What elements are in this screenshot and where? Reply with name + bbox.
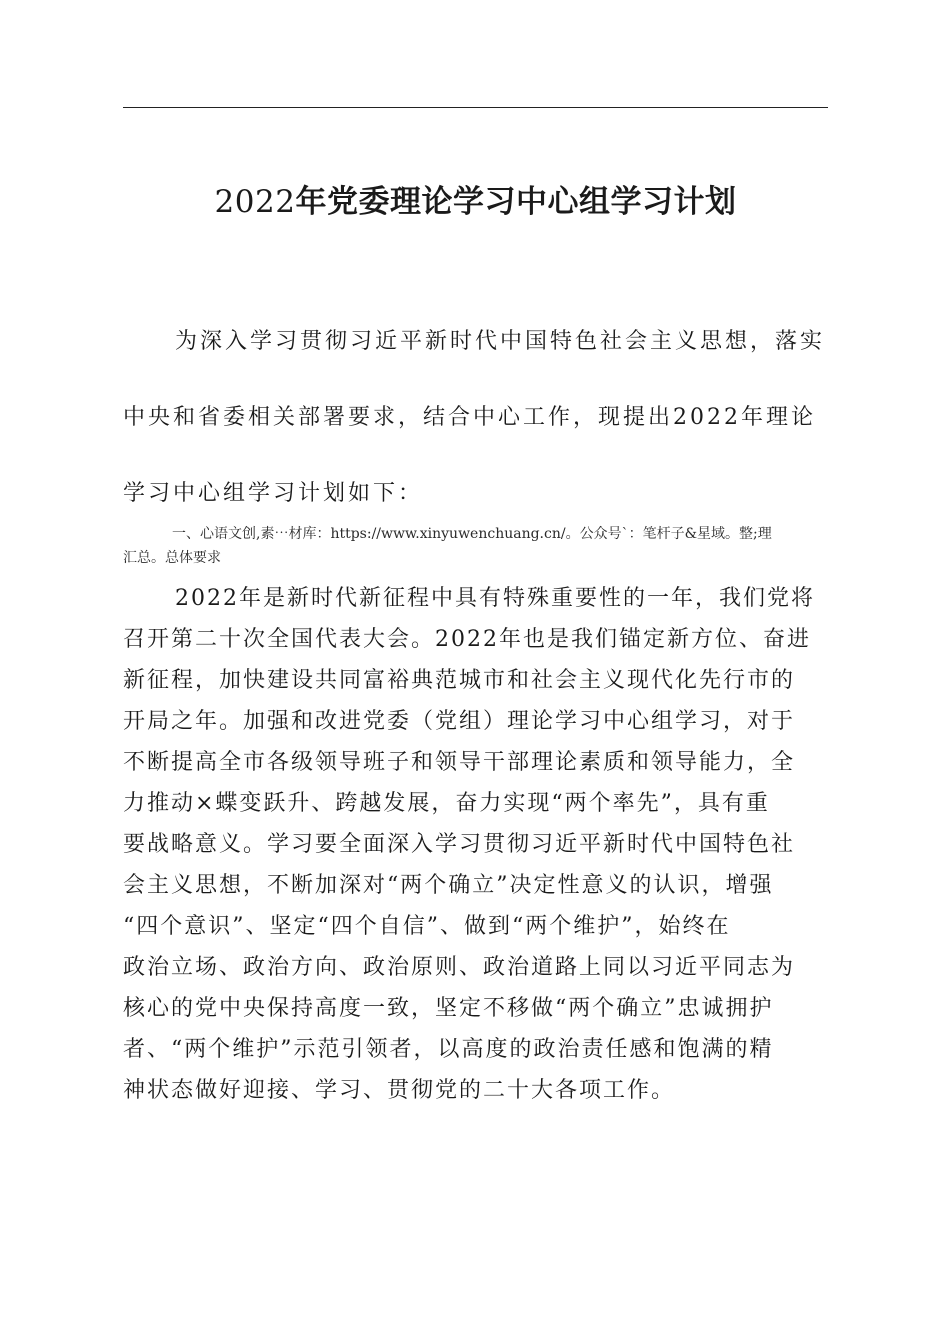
body-line: 要战略意义。学习要全面深入学习贯彻习近平新时代中国特色社 [123,832,796,857]
body-line: 者、“两个维护”示范引领者，以高度的政治责任感和饱满的精 [123,1037,774,1062]
body-line: 2022年是新时代新征程中具有特殊重要性的一年，我们党将 [175,586,815,611]
body-line: 核心的党中央保持高度一致，坚定不移做“两个确立”忠诚拥护 [123,996,774,1021]
body-line: 力推动×蝶变跃升、跨越发展，奋力实现“两个率先”，具有重 [123,791,770,816]
header-rule [123,107,828,108]
body-line: 新征程，加快建设共同富裕典范城市和社会主义现代化先行市的 [123,668,796,693]
section-heading-line: 一、心语文创,素⋯材库：https://www.xinyuwenchuang.cn/。公众号`：笔杆子&星域。整;理 [172,526,772,542]
title-year: 2022 [214,184,296,220]
body-line: 神状态做好迎接、学习、贯彻党的二十大各项工作。 [123,1078,676,1103]
body-line: 开局之年。加强和改进党委（党组）理论学习中心组学习，对于 [123,709,796,734]
body-paragraph [123,578,828,1111]
section-heading [123,522,828,570]
intro-line: 为深入学习贯彻习近平新时代中国特色社会主义思想，落实 [175,329,826,354]
body-line: “四个意识”、坚定“四个自信”、做到“两个维护”，始终在 [123,914,731,939]
body-line: 政治立场、政治方向、政治原则、政治道路上同以习近平同志为 [123,955,796,980]
intro-paragraph [123,304,828,532]
intro-line: 学习中心组学习计划如下： [123,481,424,506]
body-line: 不断提高全市各级领导班子和领导干部理论素质和领导能力，全 [123,750,796,775]
title-text: 年党委理论学习中心组学习计划 [295,184,737,220]
body-line: 会主义思想，不断加深对“两个确立”决定性意义的认识，增强 [123,873,774,898]
intro-line: 中央和省委相关部署要求，结合中心工作，现提出2022年理论 [123,405,816,430]
body-line: 召开第二十次全国代表大会。2022年也是我们锚定新方位、奋进 [123,627,811,652]
section-heading-line: 汇总。总体要求 [123,550,221,566]
document-title [123,176,828,228]
